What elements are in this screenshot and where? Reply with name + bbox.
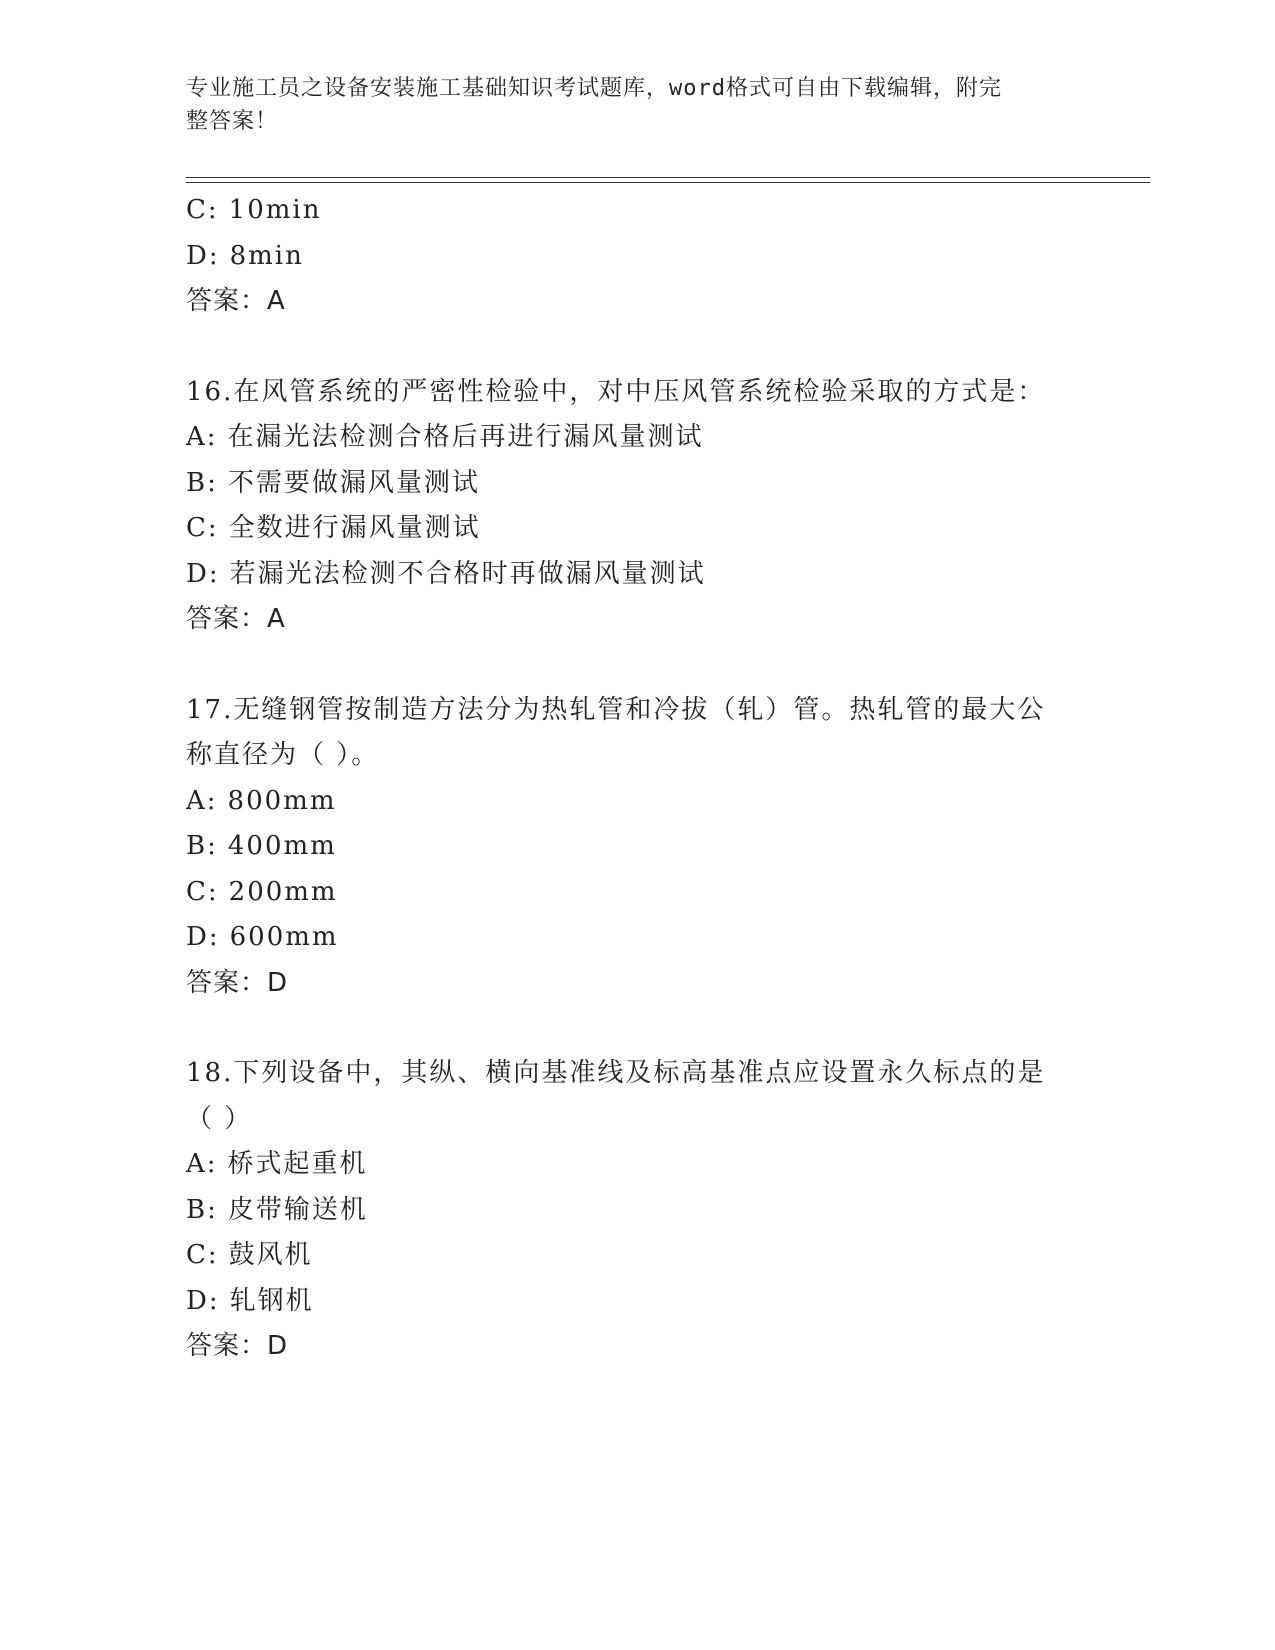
option-text: 8min bbox=[229, 240, 304, 271]
option-text: 鼓风机 bbox=[228, 1240, 313, 1270]
option-label: A: bbox=[186, 422, 218, 452]
option-label: B: bbox=[186, 1194, 218, 1225]
option-b bbox=[186, 1188, 1086, 1234]
option-text: 200mm bbox=[228, 876, 338, 907]
option-text: 轧钢机 bbox=[229, 1285, 314, 1316]
option-text: 全数进行漏风量测试 bbox=[228, 513, 481, 543]
option-d bbox=[186, 552, 1086, 598]
option-text: 在漏光法检测合格后再进行漏风量测试 bbox=[227, 422, 704, 452]
question-16 bbox=[186, 370, 1086, 643]
option-c bbox=[186, 1233, 1086, 1279]
answer-line: 答案：D bbox=[186, 1331, 289, 1361]
option-d bbox=[186, 915, 1086, 961]
header-divider-top bbox=[186, 177, 1150, 178]
header-title-line-1: 专业施工员之设备安装施工基础知识考试题库，word格式可自由下载编辑，附完 bbox=[186, 76, 1002, 101]
spacer bbox=[186, 643, 1086, 688]
option-b bbox=[186, 824, 1086, 870]
option-label: B: bbox=[186, 467, 218, 498]
option-c bbox=[186, 188, 1086, 234]
option-text: 600mm bbox=[229, 922, 339, 952]
option-label: D: bbox=[186, 240, 220, 271]
option-label: B: bbox=[186, 831, 218, 861]
question-17 bbox=[186, 688, 1086, 1007]
header-divider-bottom bbox=[186, 182, 1150, 183]
question-stem-line-1: 18.下列设备中，其纵、横向基准线及标高基准点应设置永久标点的是 bbox=[186, 1058, 1046, 1088]
option-text: 皮带输送机 bbox=[227, 1194, 368, 1225]
question-content bbox=[186, 188, 1086, 1370]
option-text: 桥式起重机 bbox=[227, 1149, 368, 1179]
option-a bbox=[186, 1142, 1086, 1188]
question-stem: 16.在风管系统的严密性检验中，对中压风管系统检验采取的方式是： bbox=[186, 376, 1046, 407]
spacer bbox=[186, 325, 1086, 370]
option-label: A: bbox=[186, 785, 218, 816]
continued-question bbox=[186, 188, 1086, 325]
option-c bbox=[186, 506, 1086, 552]
option-text: 400mm bbox=[227, 831, 337, 861]
spacer bbox=[186, 1006, 1086, 1051]
answer-line: 答案：D bbox=[186, 967, 289, 998]
option-text: 800mm bbox=[227, 785, 337, 816]
answer-line: 答案：A bbox=[186, 286, 286, 316]
header-title-line-2: 整答案！ bbox=[186, 109, 279, 134]
option-label: D: bbox=[186, 1285, 220, 1316]
option-text: 若漏光法检测不合格时再做漏风量测试 bbox=[229, 558, 706, 589]
question-18 bbox=[186, 1051, 1086, 1370]
option-label: C: bbox=[186, 876, 219, 907]
question-stem-line-2: 称直径为（ ）。 bbox=[186, 740, 380, 770]
option-a bbox=[186, 779, 1086, 825]
option-label: C: bbox=[186, 513, 219, 543]
option-label: D: bbox=[186, 922, 220, 952]
option-label: C: bbox=[186, 1240, 219, 1270]
option-b bbox=[186, 461, 1086, 507]
answer-line: 答案：A bbox=[186, 604, 286, 634]
option-label: A: bbox=[186, 1149, 218, 1179]
option-label: C: bbox=[186, 195, 219, 225]
option-text: 10min bbox=[228, 195, 322, 225]
page-header bbox=[186, 72, 1066, 138]
question-stem-line-1: 17.无缝钢管按制造方法分为热轧管和冷拔（轧）管。热轧管的最大公 bbox=[186, 694, 1046, 725]
option-d bbox=[186, 234, 1086, 280]
option-d bbox=[186, 1279, 1086, 1325]
option-text: 不需要做漏风量测试 bbox=[227, 467, 480, 498]
option-a bbox=[186, 415, 1086, 461]
option-c bbox=[186, 870, 1086, 916]
option-label: D: bbox=[186, 558, 220, 589]
question-stem-line-2: （ ） bbox=[186, 1103, 253, 1134]
